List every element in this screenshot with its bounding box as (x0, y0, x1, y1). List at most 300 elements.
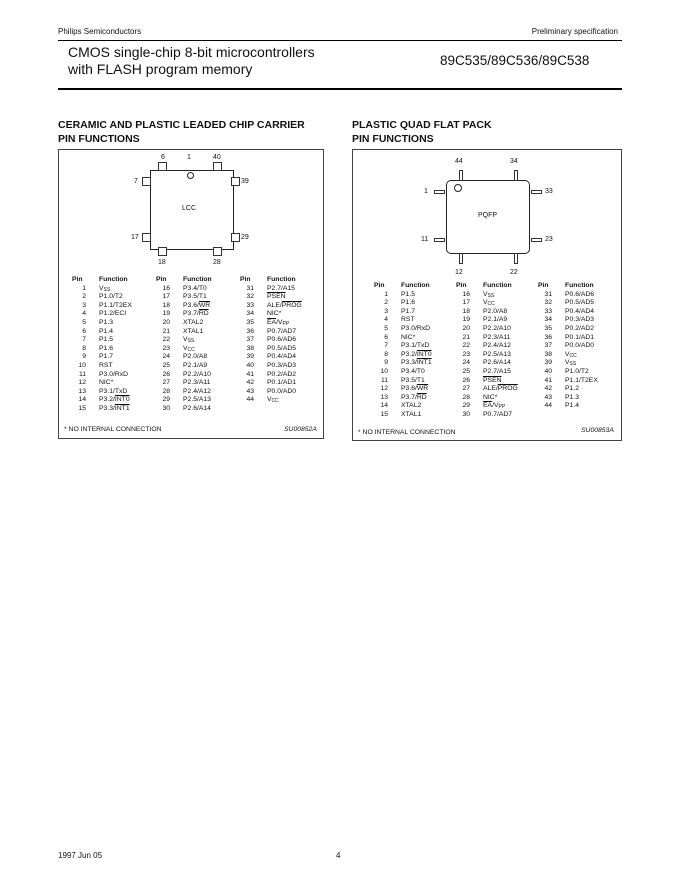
pin-function: P2.7/A15 (267, 284, 295, 292)
pin-number: 22 (462, 342, 470, 350)
lcc-pin-row (156, 293, 212, 302)
pin-number: 9 (82, 353, 86, 361)
pqfp-pin-row (456, 385, 518, 394)
pin-number: 14 (78, 396, 86, 404)
pin-number: 44 (246, 396, 254, 404)
pqfp-pin-row (538, 402, 598, 411)
title-line-1: CMOS single-chip 8-bit microcontrollers (68, 44, 315, 60)
pqfp-pin-row (456, 359, 518, 368)
lcc-pad-icon (213, 247, 222, 256)
pin-number: 11 (78, 370, 86, 378)
lcc-pin-row (156, 345, 212, 354)
pin-header: Pin (374, 282, 385, 289)
pqfp-pin-label: 22 (510, 269, 518, 276)
pin-function: P3.4/T0 (401, 367, 425, 375)
pin-function: NIC* (267, 310, 282, 318)
pin-number: 15 (380, 410, 388, 418)
pin-number: 20 (462, 324, 470, 332)
pin-number: 18 (162, 301, 170, 309)
pin-number: 5 (82, 318, 86, 326)
lcc-pin-row (72, 302, 132, 311)
pqfp-figure-code: SU00853A (581, 427, 614, 434)
lcc-pin-row (156, 319, 212, 328)
pin-function: P0.3/AD3 (267, 361, 297, 369)
pqfp-note: * NO INTERNAL CONNECTION (358, 429, 456, 436)
pin-function: P2.3/A11 (183, 379, 211, 387)
pin-number: 19 (162, 310, 170, 318)
pin-number: 44 (544, 402, 552, 410)
pqfp-pin-row (374, 411, 432, 420)
pqfp-column (538, 282, 598, 411)
pin-function: P0.1/AD1 (565, 333, 595, 341)
pin-function: P0.6/AD6 (565, 290, 595, 298)
pqfp-pin-label: 11 (421, 236, 429, 243)
pin-number: 22 (162, 336, 170, 344)
pin-number: 34 (246, 310, 254, 318)
pin-number: 27 (162, 379, 170, 387)
pin-function: P3.1/TxD (401, 342, 430, 350)
lcc-pin-table (66, 276, 316, 426)
pin-function: P1.0/T2 (565, 367, 589, 375)
pqfp-pin-row (456, 334, 518, 343)
lcc-pin-row (72, 379, 132, 388)
pin-function: $\overline{EA}/V_{PP}$ (483, 402, 506, 411)
pqfp-pin-row (538, 385, 598, 394)
lcc-table-header (240, 276, 302, 285)
pin-function: P3.4/T0 (183, 284, 207, 292)
pin-number: 39 (246, 353, 254, 361)
pin-number: 35 (544, 324, 552, 332)
pin-number: 2 (82, 293, 86, 301)
lcc-pin-row (240, 310, 302, 319)
company-name: Philips Semiconductors (58, 27, 142, 36)
pqfp-pin-label: 33 (545, 188, 553, 195)
pin-number: 3 (384, 307, 388, 315)
page-number: 4 (336, 851, 341, 860)
pin-number: 23 (162, 344, 170, 352)
pin-function: XTAL1 (401, 410, 422, 418)
pqfp-pin-row (538, 291, 598, 300)
pin-number: 35 (246, 318, 254, 326)
pin-function: P2.5/A13 (483, 350, 511, 358)
pin-number: 9 (384, 359, 388, 367)
pin-function: P2.4/A12 (483, 342, 511, 350)
lcc-pin-row (72, 293, 132, 302)
pin-number: 10 (380, 367, 388, 375)
pqfp-table-header (538, 282, 598, 291)
pin-number: 36 (246, 327, 254, 335)
function-header: Function (183, 276, 212, 283)
lcc-pad-icon (213, 162, 222, 171)
pin-number: 41 (246, 370, 254, 378)
pin-number: 2 (384, 299, 388, 307)
pin-function: $V_{CC}$ (267, 396, 279, 405)
lcc-pin-row (240, 362, 302, 371)
lcc-pin-row (240, 293, 302, 302)
header-rule (58, 40, 622, 41)
pin-number: 32 (544, 299, 552, 307)
lcc-pin-row (72, 371, 132, 380)
pin-function: $P3.6/\overline{WR}$ (401, 385, 429, 393)
lcc-pin-label: 39 (241, 178, 249, 185)
pin-function: $P3.7/\overline{RD}$ (401, 393, 427, 401)
pin-header: Pin (456, 282, 467, 289)
pin-function: P3.5/T1 (401, 376, 425, 384)
pin-number: 13 (380, 393, 388, 401)
pin-number: 23 (462, 350, 470, 358)
pin-function: $V_{CC}$ (565, 350, 577, 359)
footer-date: 1997 Jun 05 (58, 851, 103, 860)
pqfp-pin-row (456, 377, 518, 386)
pin-number: 1 (384, 290, 388, 298)
pqfp-lead-icon (434, 190, 445, 194)
function-header: Function (267, 276, 296, 283)
pqfp-title-line-1: PLASTIC QUAD FLAT PACK (352, 119, 492, 131)
lcc-pad-icon (231, 233, 240, 242)
pin-function: P0.5/AD5 (565, 299, 595, 307)
pqfp-pin-row (538, 325, 598, 334)
pqfp-pin-table (368, 282, 618, 432)
lcc-pad-icon (158, 162, 167, 171)
pin-function: $V_{CC}$ (183, 344, 195, 353)
pqfp-column (456, 282, 518, 420)
lcc-column (156, 276, 212, 414)
pin-function: P1.0/T2 (99, 293, 123, 301)
pin-number: 18 (462, 307, 470, 315)
pin-number: 36 (544, 333, 552, 341)
lcc-pin-label: 1 (187, 154, 191, 161)
pqfp-pin-row (374, 342, 432, 351)
pqfp-lead-icon (459, 170, 463, 181)
pin-function: P3.3/INT1 (99, 404, 130, 412)
pin-number: 5 (384, 324, 388, 332)
lcc-pin-row (72, 362, 132, 371)
pin-function: PSEN (483, 376, 502, 384)
pin-function: P1.1/T2EX (99, 301, 132, 309)
pin-number: 14 (380, 402, 388, 410)
pin-number: 25 (162, 361, 170, 369)
pin-function: ALE/PROG (483, 385, 518, 393)
pin-number: 10 (78, 361, 86, 369)
pin-function: RST (401, 316, 415, 324)
pin-function: P1.3 (99, 318, 113, 326)
pin-number: 7 (384, 342, 388, 350)
pqfp-lead-icon (531, 238, 542, 242)
lcc-pin-row (156, 362, 212, 371)
pqfp-pin-row (456, 299, 518, 308)
pin-number: 37 (246, 336, 254, 344)
pin-number: 39 (544, 359, 552, 367)
title-rule (58, 88, 622, 90)
lcc-pad-icon (231, 177, 240, 186)
pin-number: 6 (82, 327, 86, 335)
title-line-2: with FLASH program memory (68, 61, 253, 77)
pin-number: 40 (246, 361, 254, 369)
pin-header: Pin (538, 282, 549, 289)
pin-function: P3.3/INT1 (401, 359, 432, 367)
pqfp-pin-row (374, 377, 432, 386)
lcc-section-title (58, 118, 305, 146)
pin-function: P3.2/INT0 (401, 350, 432, 358)
pin-function: P2.2/A10 (183, 370, 211, 378)
pin-function: P1.5 (99, 336, 113, 344)
pin-number: 30 (162, 404, 170, 412)
pin-function: P2.2/A10 (483, 324, 511, 332)
pin-function: P0.2/AD2 (565, 324, 595, 332)
pqfp-pin-row (538, 334, 598, 343)
lcc-pin-row (156, 336, 212, 345)
pin-number: 25 (462, 367, 470, 375)
pqfp-pin-row (374, 359, 432, 368)
pqfp-lead-icon (531, 190, 542, 194)
pqfp-pin-row (456, 308, 518, 317)
pqfp-pin-row (456, 325, 518, 334)
function-header: Function (483, 282, 512, 289)
pin-function: P1.6 (99, 344, 113, 352)
pin-function: PSEN (267, 293, 286, 301)
pqfp-pin-row (374, 316, 432, 325)
lcc-pin-row (72, 285, 132, 294)
pqfp-pin-row (374, 325, 432, 334)
lcc-pin-row (240, 336, 302, 345)
pin-header: Pin (72, 276, 83, 283)
pin-number: 1 (82, 284, 86, 292)
pqfp-pin-row (374, 308, 432, 317)
pqfp-package-label: PQFP (478, 212, 498, 219)
pin-number: 26 (462, 376, 470, 384)
pin-function: P1.4 (565, 402, 579, 410)
lcc-pin-row (156, 405, 212, 414)
pin-function: ALE/PROG (267, 301, 302, 309)
lcc-pin-label: 7 (134, 178, 138, 185)
pin-number: 19 (462, 316, 470, 324)
pin-function: P1.4 (99, 327, 113, 335)
pin-number: 7 (82, 336, 86, 344)
pqfp-pin-row (374, 402, 432, 411)
function-header: Function (99, 276, 128, 283)
pin-function: P2.0/A8 (483, 307, 508, 315)
pin-number: 34 (544, 316, 552, 324)
pin-number: 6 (384, 333, 388, 341)
pin-function: P0.4/AD4 (267, 353, 297, 361)
pqfp-pin-row (538, 351, 598, 360)
pin-function: $V_{SS}$ (483, 290, 495, 299)
pin-function: P3.1/TxD (99, 387, 128, 395)
pin-function: $V_{SS}$ (99, 284, 111, 293)
function-header: Function (401, 282, 430, 289)
pin-number: 42 (246, 379, 254, 387)
lcc-pin-row (240, 379, 302, 388)
pin-function: XTAL2 (183, 318, 204, 326)
pqfp-pin-label: 23 (545, 236, 553, 243)
pin-number: 21 (162, 327, 170, 335)
pin-header: Pin (240, 276, 251, 283)
pin-function: P1.1/T2EX (565, 376, 598, 384)
lcc-pin-row (156, 396, 212, 405)
pin-function: XTAL1 (183, 327, 204, 335)
pin-number: 43 (246, 387, 254, 395)
pqfp-pin-row (456, 402, 518, 411)
lcc-pin-label: 17 (131, 234, 139, 241)
lcc-pin-row (240, 302, 302, 311)
lcc-pin-row (240, 353, 302, 362)
pqfp-title-line-2: PIN FUNCTIONS (352, 133, 434, 145)
lcc-pin-label: 40 (213, 154, 221, 161)
part-numbers: 89C535/89C536/89C538 (440, 53, 590, 68)
lcc-pin-row (156, 310, 212, 319)
lcc-package-label: LCC (182, 205, 197, 212)
pqfp-pin-row (456, 316, 518, 325)
pin-function: P2.3/A11 (483, 333, 511, 341)
pin-number: 12 (78, 379, 86, 387)
pin-function: P0.2/AD2 (267, 370, 297, 378)
lcc-pad-icon (142, 177, 151, 186)
pin-number: 15 (78, 404, 86, 412)
lcc-pin-row (240, 388, 302, 397)
lcc-column (240, 276, 302, 405)
pin-function: P0.5/AD5 (267, 344, 297, 352)
pin-function: P0.0/AD0 (565, 342, 595, 350)
pin-function: $P3.7/\overline{RD}$ (183, 310, 209, 318)
lcc-pin-label: 29 (241, 234, 249, 241)
lcc-pad-icon (142, 233, 151, 242)
pin-number: 17 (462, 299, 470, 307)
pin-function: $V_{CC}$ (483, 299, 495, 308)
pin-function: P3.0/RxD (401, 324, 431, 332)
pin-function: P1.2 (565, 385, 579, 393)
lcc-title-line-2: PIN FUNCTIONS (58, 133, 140, 145)
lcc-pin-row (72, 405, 132, 414)
pin-number: 28 (162, 387, 170, 395)
pqfp-pin-row (538, 308, 598, 317)
pqfp-pin-row (456, 291, 518, 300)
pqfp-pin-row (538, 342, 598, 351)
pin-function: $V_{SS}$ (565, 359, 577, 368)
pin-number: 31 (246, 284, 254, 292)
lcc-pin-label: 28 (213, 259, 221, 266)
pin-function: XTAL2 (401, 402, 422, 410)
lcc-pin-row (156, 285, 212, 294)
pqfp-pin-row (456, 351, 518, 360)
pqfp-table-header (374, 282, 432, 291)
pqfp-pin-row (374, 368, 432, 377)
pin-number: 13 (78, 387, 86, 395)
pin-function: P0.6/AD6 (267, 336, 297, 344)
lcc-pad-icon (158, 247, 167, 256)
lcc-pin-row (156, 379, 212, 388)
pin-function: P1.5 (401, 290, 415, 298)
pin-number: 32 (246, 293, 254, 301)
pin-number: 8 (82, 344, 86, 352)
pin-number: 20 (162, 318, 170, 326)
pin-number: 37 (544, 342, 552, 350)
pin-function: P0.7/AD7 (483, 410, 513, 418)
lcc-pin-label: 18 (158, 259, 166, 266)
lcc-table-header (72, 276, 132, 285)
pqfp-section-title (352, 118, 492, 146)
pin-number: 21 (462, 333, 470, 341)
lcc-pin-row (156, 328, 212, 337)
pqfp-lead-icon (459, 253, 463, 264)
lcc-pin-row (156, 353, 212, 362)
lcc-pin-row (240, 319, 302, 328)
pin-header: Pin (156, 276, 167, 283)
pin-function: P0.1/AD1 (267, 379, 297, 387)
pqfp-lead-icon (514, 253, 518, 264)
lcc-pin-row (72, 319, 132, 328)
pqfp-pin-row (538, 368, 598, 377)
pqfp-pin-row (456, 342, 518, 351)
pin-function: P2.6/A14 (183, 404, 211, 412)
pin-function: P3.0/RxD (99, 370, 129, 378)
pqfp-pin-row (538, 359, 598, 368)
pin-number: 16 (462, 290, 470, 298)
pin-function: RST (99, 361, 113, 369)
pin-function: P1.2/ECI (99, 310, 127, 318)
lcc-pin-label: 6 (161, 154, 165, 161)
lcc-pin-row (72, 396, 132, 405)
lcc-pin-row (240, 345, 302, 354)
lcc-pin-row (240, 371, 302, 380)
pin-function: P0.3/AD3 (565, 316, 595, 324)
pqfp-pin-row (374, 385, 432, 394)
pin-number: 40 (544, 367, 552, 375)
lcc-pin-row (240, 328, 302, 337)
pin-number: 3 (82, 301, 86, 309)
lcc-figure-code: SU00852A (284, 426, 317, 433)
pin-number: 24 (462, 359, 470, 367)
pin-number: 31 (544, 290, 552, 298)
pin-function: $P3.6/\overline{WR}$ (183, 301, 211, 309)
lcc-pin-row (156, 388, 212, 397)
pin-number: 30 (462, 410, 470, 418)
pin-function: P0.7/AD7 (267, 327, 297, 335)
pin-number: 38 (544, 350, 552, 358)
pqfp-pin-label: 1 (424, 188, 428, 195)
pin-function: P1.7 (401, 307, 415, 315)
pin-function: P1.7 (99, 353, 113, 361)
document-title (68, 44, 408, 78)
lcc-pin-row (240, 396, 302, 405)
pin-number: 24 (162, 353, 170, 361)
lcc-table-header (156, 276, 212, 285)
pin-number: 16 (162, 284, 170, 292)
pin-function: P1.6 (401, 299, 415, 307)
pin-number: 41 (544, 376, 552, 384)
lcc-note: * NO INTERNAL CONNECTION (64, 426, 162, 433)
pin-number: 29 (462, 402, 470, 410)
pin-function: P0.0/AD0 (267, 387, 297, 395)
pin-number: 43 (544, 393, 552, 401)
pin-number: 26 (162, 370, 170, 378)
pin-number: 12 (380, 385, 388, 393)
pin-number: 33 (246, 301, 254, 309)
pqfp-pin-row (374, 291, 432, 300)
pin-function: P2.7/A15 (483, 367, 511, 375)
pin-number: 27 (462, 385, 470, 393)
pin-function: P1.3 (565, 393, 579, 401)
pin-function: P2.0/A8 (183, 353, 208, 361)
pin-function: P3.5/T1 (183, 293, 207, 301)
lcc-pin-row (240, 285, 302, 294)
pqfp-pin-row (456, 368, 518, 377)
document-status: Preliminary specification (531, 27, 618, 36)
lcc-pin-row (72, 336, 132, 345)
pin-number: 28 (462, 393, 470, 401)
pin-number: 8 (384, 350, 388, 358)
pin-number: 4 (82, 310, 86, 318)
pin-function: NIC* (483, 393, 498, 401)
